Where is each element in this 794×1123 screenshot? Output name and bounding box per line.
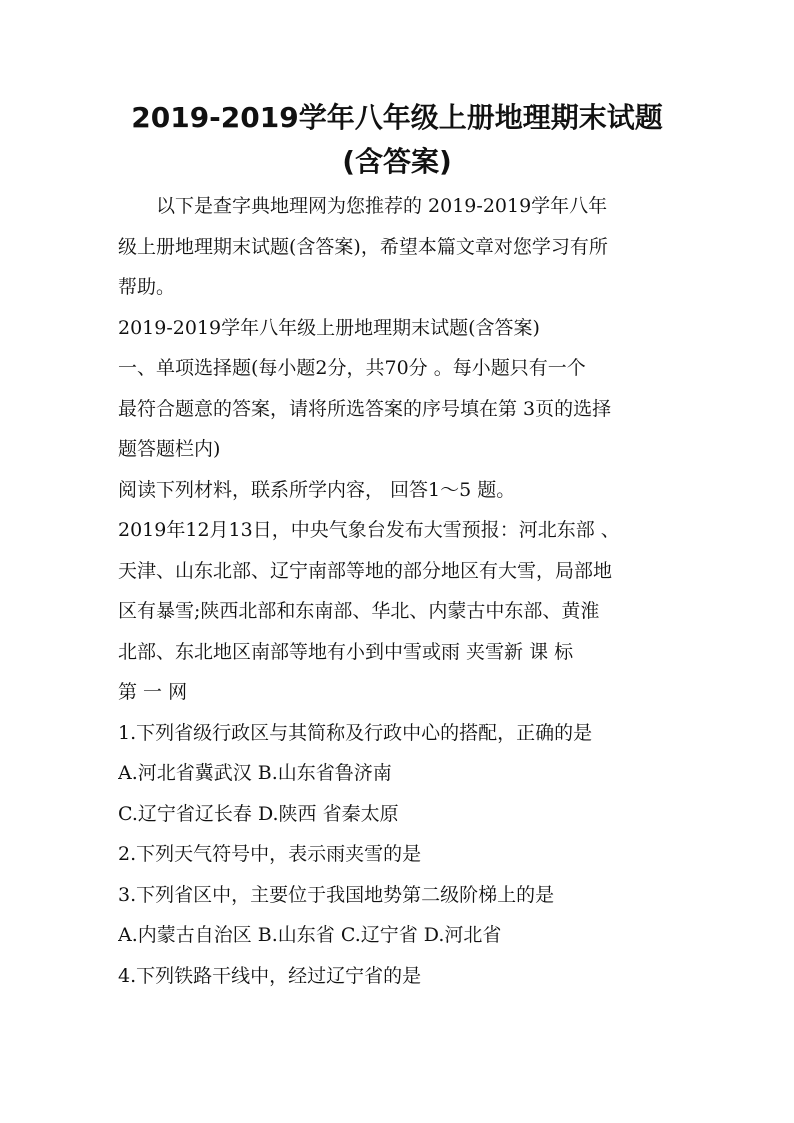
section-heading: 一、单项选择题(每小题2分，共70分 。每小题只有一个 [118,357,586,379]
body-line: 题答题栏内) [118,438,221,460]
material-line: 2019年12月13日，中央气象台发布大雪预报：河北东部 、 [118,519,620,541]
body-line: 最符合题意的答案，请将所选答案的序号填在第 3页的选择 [118,397,612,420]
body-line: 以下是查字典地理网为您推荐的 2019-2019学年八年 [156,195,608,217]
question-1-options-cd: C.辽宁省辽长春 D.陕西 省秦太原 [118,802,399,825]
material-line: 第 一 网 [118,681,188,703]
question-1-options-ab: A.河北省冀武汉 B.山东省鲁济南 [118,762,392,784]
document-title: 2019-2019学年八年级上册地理期末试题(含答案) [131,101,663,178]
question-2: 2.下列天气符号中，表示雨夹雪的是 [118,843,422,865]
instruction-line: 阅读下列材料，联系所学内容， 回答1～5 题。 [118,478,516,501]
body-line: 级上册地理期末试题(含答案)，希望本篇文章对您学习有所 [118,235,608,258]
material-line: 区有暴雪;陕西北部和东南部、华北、内蒙古中东部、黄淮 [118,600,600,622]
question-1: 1.下列省级行政区与其简称及行政中心的搭配，正确的是 [118,721,593,744]
question-4: 4.下列铁路干线中，经过辽宁省的是 [118,964,422,987]
body-line: 帮助。 [118,276,176,298]
question-3-options: A.内蒙古自治区 B.山东省 C.辽宁省 D.河北省 [118,924,502,946]
subtitle-line: 2019-2019学年八年级上册地理期末试题(含答案) [118,316,540,339]
material-line: 北部、东北地区南部等地有小到中雪或雨 夹雪新 课 标 [118,640,574,663]
question-3: 3.下列省区中，主要位于我国地势第二级阶梯上的是 [118,883,555,906]
document-body [118,186,676,996]
material-line: 天津、山东北部、辽宁南部等地的部分地区有大雪，局部地 [118,559,613,582]
